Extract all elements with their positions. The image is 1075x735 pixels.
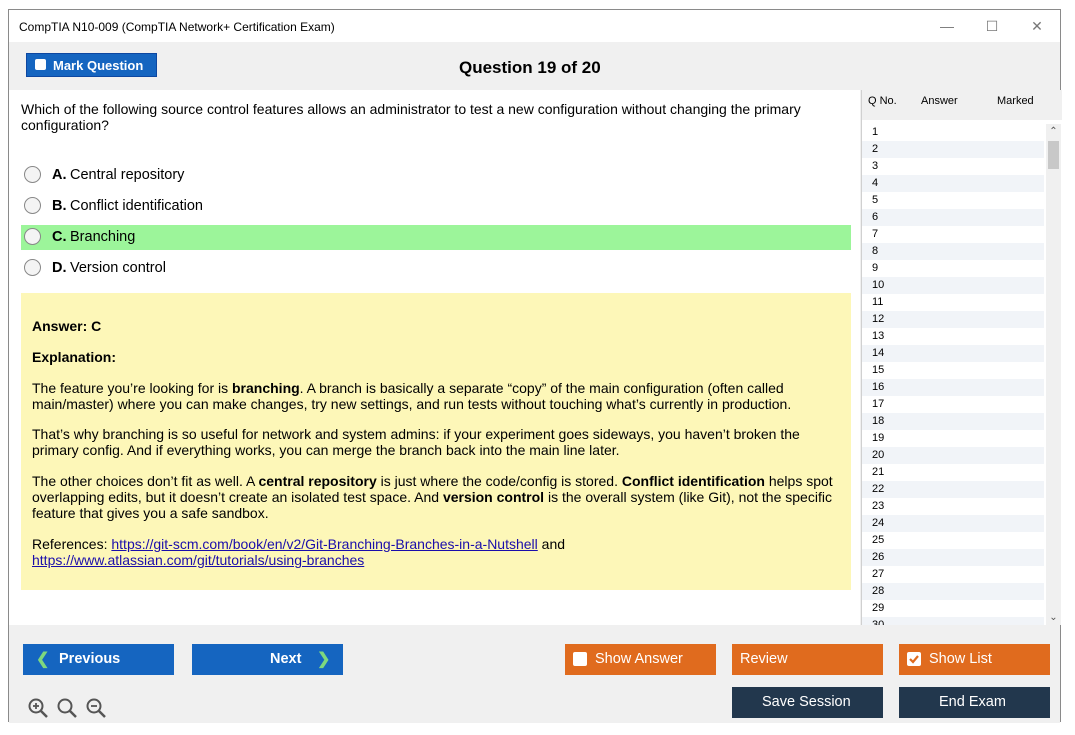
exam-window [8,9,1061,722]
title-bar [9,10,1060,42]
question-list-row[interactable]: 6 [862,209,1044,226]
option-b-radio[interactable] [24,197,41,214]
zoom-out-icon[interactable] [85,697,107,719]
question-list-row[interactable]: 3 [872,160,879,172]
mark-question-button[interactable] [26,53,157,77]
question-list-row[interactable]: 25 [872,534,885,546]
question-list-row[interactable]: 5 [872,194,879,206]
explanation-paragraph-2: That’s why branching is so useful for network and system admins: if your experiment goes sideways, you haven’t broken the primary config. And if everything works, you can merge the branch back into the main line later. [32,426,800,458]
question-list-row[interactable]: 14 [862,345,1044,362]
question-list-row[interactable]: 4 [862,175,1044,192]
question-list-row[interactable]: 21 [872,466,885,478]
option-d[interactable] [21,256,851,281]
mark-checkbox-icon [35,59,46,70]
question-list-row[interactable]: 23 [872,500,885,512]
show-answer-checkbox-icon[interactable] [573,652,587,666]
explanation-paragraph-1: The feature you’re looking for is branching. A branch is basically a separate “copy” of the main configuration (often called main/master) where you can make changes, try new settings, and run tests without touching what’s currently in production. [32,380,792,412]
col-qno: Q No. [868,95,897,107]
question-list-row[interactable]: 19 [872,432,885,444]
show-list-checkbox-icon[interactable] [907,652,921,666]
question-list-row[interactable]: 7 [872,228,879,240]
question-list-row[interactable]: 16 [862,379,1044,396]
question-list-row[interactable]: 13 [872,330,885,342]
option-b[interactable] [21,194,851,219]
explanation-heading: Explanation: [32,349,117,365]
question-list-row[interactable]: 28 [862,583,1044,600]
question-list-row[interactable]: 20 [862,447,1044,464]
question-list-row[interactable]: 8 [862,243,1044,260]
chevron-right-icon: ❯ [317,651,331,668]
option-text: Version control [70,260,166,276]
show-list-button[interactable]: Show List [899,644,1050,675]
question-header [9,42,1060,90]
question-counter: Question 19 of 20 [459,58,601,77]
zoom-reset-icon[interactable] [56,697,78,719]
reference-link-2[interactable]: https://www.atlassian.com/git/tutorials/using-branches [32,552,365,568]
option-letter: B. [52,198,67,214]
zoom-in-icon[interactable] [27,697,49,719]
mark-question-label: Mark Question [53,58,144,73]
scroll-up-icon[interactable]: ⌃ [1049,126,1058,137]
option-a[interactable] [21,163,851,188]
question-list-rows [862,124,1044,634]
footer-toolbar [9,625,1060,723]
question-list-row[interactable]: 1 [872,126,879,138]
option-d-radio[interactable] [24,259,41,276]
option-text: Central repository [70,167,185,183]
question-list-row[interactable]: 26 [862,549,1044,566]
maximize-button[interactable]: ☐ [985,18,999,34]
question-list-scrollbar[interactable] [1046,124,1061,625]
option-letter: A. [52,167,67,183]
question-list-row[interactable]: 10 [862,277,1044,294]
option-c-radio[interactable] [24,228,41,245]
question-list-row[interactable]: 2 [862,141,1044,158]
chevron-left-icon: ❮ [36,651,50,668]
question-list-row[interactable]: 24 [862,515,1044,532]
question-list-row[interactable]: 9 [872,262,879,274]
question-list-row[interactable]: 18 [862,413,1044,430]
col-marked: Marked [997,95,1034,107]
save-session-button[interactable]: Save Session [732,687,883,718]
review-dropdown[interactable]: Review [732,644,883,675]
question-list-row[interactable]: 27 [872,568,885,580]
option-a-radio[interactable] [24,166,41,183]
option-c[interactable] [21,225,851,250]
col-answer: Answer [921,95,958,107]
scroll-down-icon[interactable]: ⌄ [1049,612,1058,623]
option-text: Branching [70,229,136,245]
references: References: https://git-scm.com/book/en/v2/Git-Branching-Branches-in-a-Nutshell and https://www.atlassian.com/git/tutorials/using-branches [32,536,566,568]
window-title: CompTIA N10-009 (CompTIA Network+ Certification Exam) [19,20,335,34]
question-list-row[interactable]: 12 [862,311,1044,328]
end-exam-button[interactable]: End Exam [899,687,1050,718]
question-list-row[interactable]: 17 [872,398,885,410]
minimize-button[interactable]: — [940,18,954,34]
reference-link-1[interactable]: https://git-scm.com/book/en/v2/Git-Branching-Branches-in-a-Nutshell [111,536,538,552]
question-panel [9,90,860,625]
question-list-row[interactable]: 15 [872,364,885,376]
question-list-header [862,90,1062,120]
close-button[interactable]: ✕ [1031,18,1043,34]
question-text: Which of the following source control features allows an administrator to test a new configuration without changing the primary configuration? [21,101,801,133]
answer-label: Answer: C [32,318,102,334]
previous-button[interactable]: ❮ Previous [23,644,174,675]
show-answer-button[interactable]: Show Answer [565,644,716,675]
option-letter: D. [52,260,67,276]
question-list-row[interactable]: 11 [872,296,884,308]
option-letter: C. [52,229,67,245]
scroll-thumb[interactable] [1048,141,1059,169]
question-list-panel [861,90,1062,625]
explanation-paragraph-3: The other choices don’t fit as well. A central repository is just where the code/config is stored. Conflict identification helps spot overlapping edits, but it doesn’t create an isolated test space. And version control is the overall system (like Git), not the specific feature that gives you a safe sandbox. [32,473,833,521]
question-list-row[interactable]: 22 [862,481,1044,498]
next-button[interactable]: Next ❯ [192,644,343,675]
option-text: Conflict identification [70,198,203,214]
explanation-panel [21,293,851,590]
question-list-row[interactable]: 29 [872,602,885,614]
